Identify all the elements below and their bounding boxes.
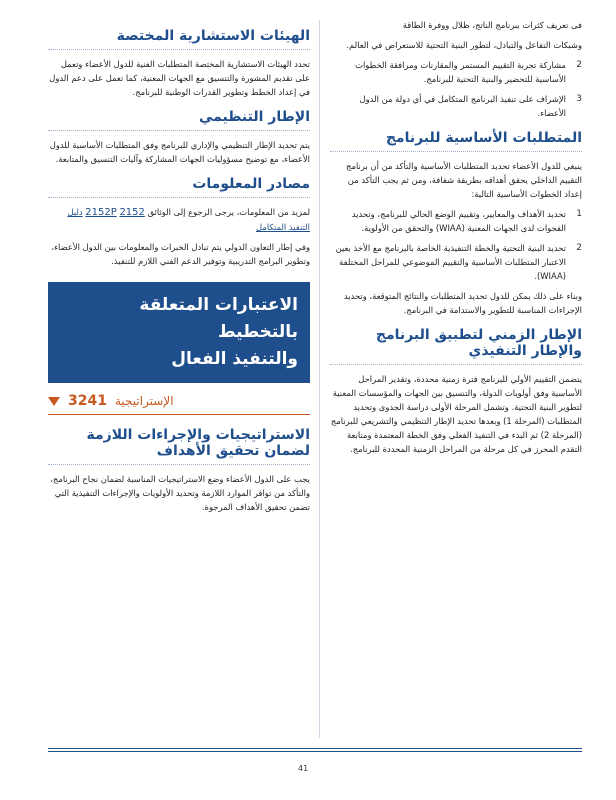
- arrow-down-icon: [48, 397, 60, 406]
- banner-line: الاعتبارات المتعلقة بالتخطيط: [139, 295, 298, 342]
- column-divider: [319, 20, 320, 738]
- heading-line: الاستراتيجيات والإجراءات اللازمة: [86, 427, 310, 443]
- section-heading-requirements: المتطلبات الأساسية للبرنامج: [330, 128, 582, 152]
- list-number: 2: [576, 243, 582, 253]
- banner-line: والتنفيذ الفعال: [171, 349, 298, 369]
- advisory-paragraph: تحدد الهيئات الاستشارية المختصة المتطلبات الفنية للدول الأعضاء وتعمل على تقديم المشورة والتنسيق مع الجهات المعنية، كما تعمل على دعم الدول في إعداد الخطط وتطوير القدرات الوطنية للبرنامج.: [49, 59, 310, 97]
- list-text: مشاركة تجربة التقييم المستمر والمقارنات ومرافقة الخطوات الأساسية للتحضير والبنية التحتية للبرنامج.: [355, 60, 566, 84]
- requirements-paragraph: ينبغي للدول الأعضاء تحديد المتطلبات الأساسية والتأكد من أن برنامج التقييم الداخلي يحقق أهدافه بطريقة شفافة، ومن ثم يجب التأكد من إعداد الخطوات الأساسية التالية:: [346, 161, 582, 199]
- page-number: 41: [298, 764, 309, 773]
- list-text: الإشراف على تنفيذ البرنامج المتكامل في أي دولة من الدول الأعضاء.: [359, 94, 566, 118]
- framework-paragraph: يتم تحديد الإطار التنظيمي والإداري للبرنامج وفق المتطلبات الأساسية للدول الأعضاء، مع توضيح مسؤوليات الجهات المشاركة وآليات التنسيق والمتابعة.: [49, 140, 310, 164]
- section-heading-advisory: الهيئات الاستشارية المختصة: [48, 26, 310, 50]
- sources-paragraph: وفي إطار التعاون الدولي يتم تبادل الخبرات والمعلومات بين الدول الأعضاء، وتطوير البرامج التدريبية وتوفير الدعم الفني اللازم للتنفيذ.: [51, 242, 310, 266]
- reference-line: [48, 205, 310, 234]
- section-heading-framework: الإطار التنظيمي: [48, 107, 310, 131]
- list-number: 2: [576, 60, 582, 70]
- heading-line: لضمان تحقيق الأهداف: [156, 443, 310, 459]
- intro-line: فى تعريف كثرات ببرنامج الناتج، ظلال ووفرة الطاقة: [402, 20, 582, 30]
- list-item: [330, 92, 582, 120]
- section-banner: [48, 282, 310, 383]
- requirements-followup: وبناء على ذلك يمكن للدول تحديد المتطلبات والنتائج المتوقعة، وتحديد الإجراءات المناسبة للتطوير والاستدامة في البرنامج.: [343, 291, 582, 315]
- heading-line: الإطار الزمني لتطبيق البرنامج: [375, 327, 582, 343]
- heading-line: والإطار التنفيذي: [468, 343, 582, 359]
- list-text: تحديد البنية التحتية والخطة التنفيذية الخاصة بالبرنامج مع الأخذ بعين الاعتبار المتطلبات الأساسية والتقييم الموضوعي للمراحل المختلفة (WIAA).: [335, 243, 566, 281]
- list-number: 1: [576, 209, 582, 219]
- badge-label: الإستراتيجية: [114, 394, 174, 408]
- strategies-paragraph: يجب على الدول الأعضاء وضع الاستراتيجيات المناسبة لضمان نجاح البرنامج، والتأكد من توافر الموارد اللازمة وتحديد الأولويات والإجراءات التنفيذية التي تضمن تحقيق الأهداف المرجوة.: [50, 474, 310, 512]
- list-number: 3: [576, 94, 582, 104]
- standard-badge: [48, 391, 310, 415]
- section-heading-timeline: [330, 325, 582, 365]
- list-item: [330, 207, 582, 235]
- badge-number: 3241: [68, 393, 107, 409]
- reference-code-link[interactable]: 2152: [119, 207, 145, 218]
- list-item: [330, 58, 582, 86]
- reference-text: لمزيد من المعلومات، يرجى الرجوع إلى الوثائق: [147, 207, 310, 217]
- list-item: [330, 241, 582, 283]
- timeline-paragraph: يتضمن التقييم الأولي للبرنامج فترة زمنية محددة، وتقدير المراحل الأساسية وفق أولويات الدولة، والتنسيق بين الجهات والمؤسسات المعنية لتطوير البنية التحتية. وتشمل المرحلة الأولى دراسة الجدوى وتحديد المتطلبات (المرحلة 1) وبعدها تحديد الإطار التنظيمي والتشريعي للبرنامج (المرحلة 2) ثم البدء في التنفيذ الفعلي وفق الخطة المعتمدة ومتابعة التقدم المحرز في كل مرحلة من المراحل الزمنية المحددة للبرنامج.: [330, 374, 582, 454]
- right-column: [330, 18, 582, 462]
- list-text: تحديد الأهداف والمعايير، وتقييم الوضع الحالي للبرنامج، وتحديد الفجوات لدى الجهات المعنية (WIAA) والتحقق من الأولوية.: [351, 209, 566, 233]
- intro-paragraph: وشبكات التفاعل والتبادل، لتطور البنية التحتية للاستعراض في العالم.: [346, 40, 582, 50]
- footer-rule: [48, 751, 582, 752]
- section-heading-strategies: [48, 425, 310, 465]
- left-column: [48, 18, 310, 520]
- reference-guide-link[interactable]: دليل التنفيذ المتكامل: [67, 207, 310, 232]
- reference-code-link[interactable]: 2152P: [85, 207, 117, 218]
- footer-rule: [48, 748, 582, 749]
- section-heading-sources: مصادر المعلومات: [48, 174, 310, 198]
